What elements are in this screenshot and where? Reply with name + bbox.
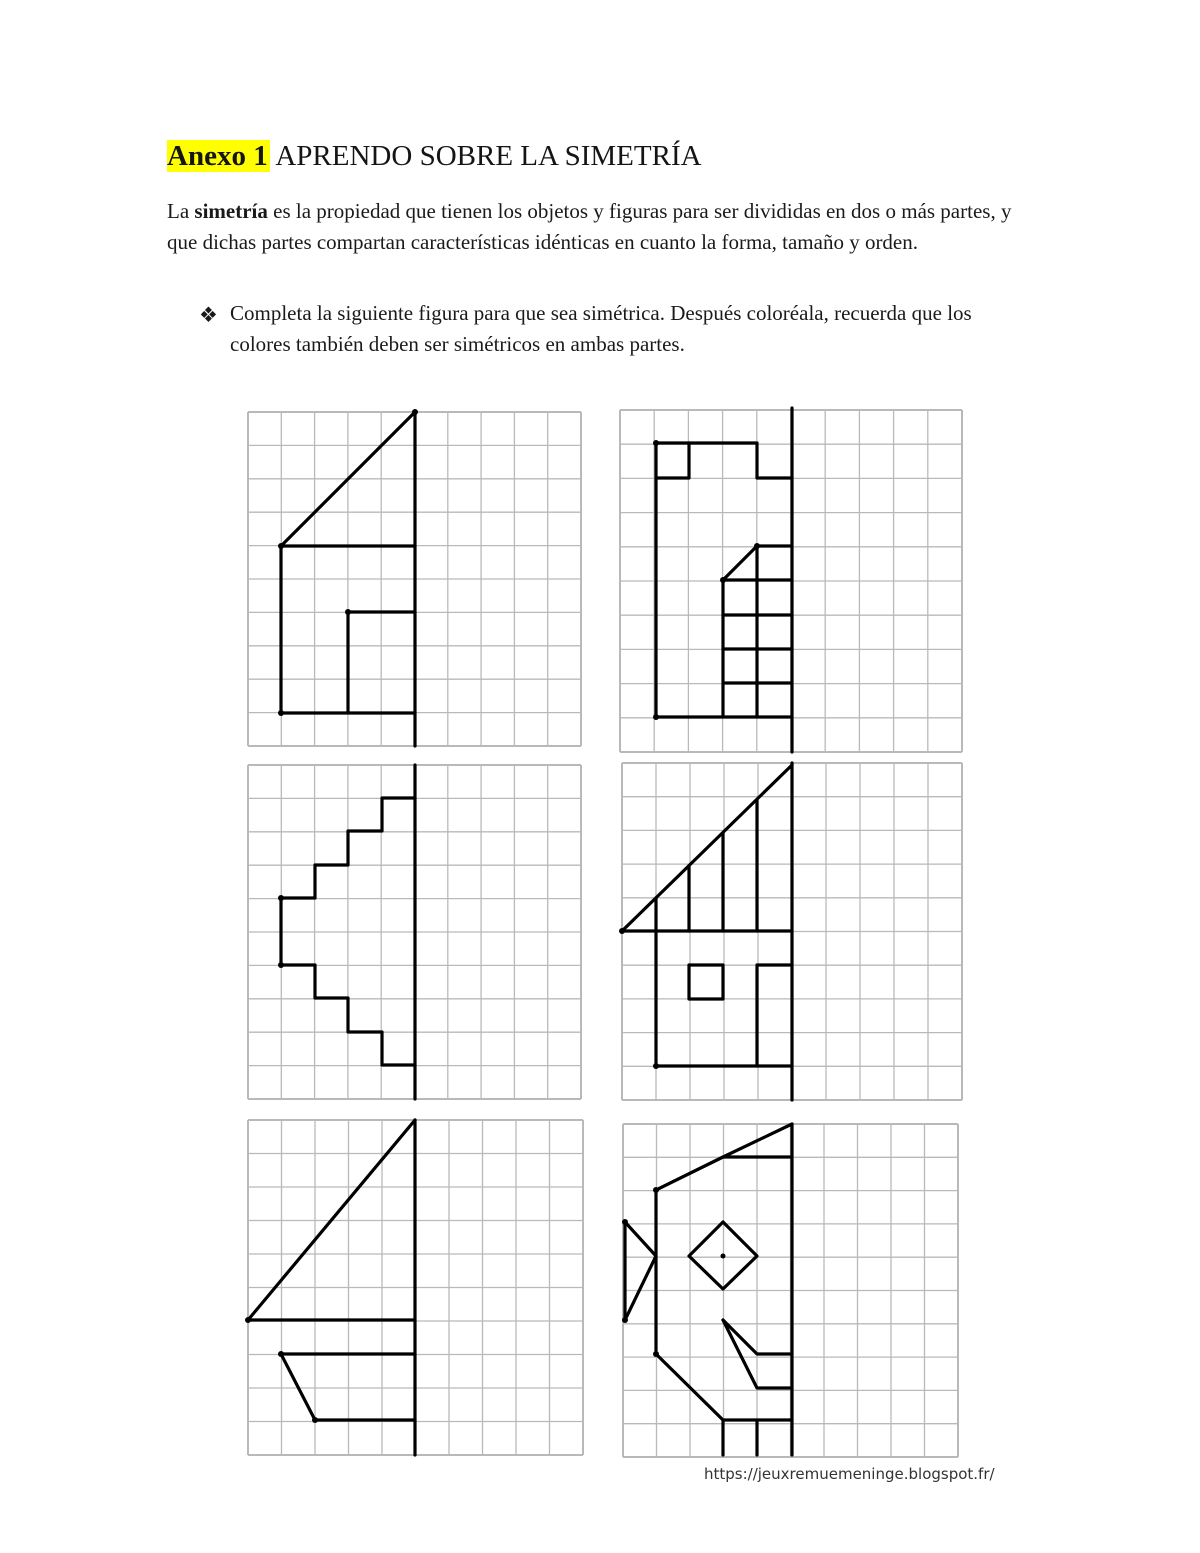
fish-eye-dot: [721, 1254, 726, 1259]
vertex-dot: [653, 1351, 659, 1357]
title-text: APRENDO SOBRE LA SIMETRÍA: [275, 140, 702, 172]
vertex-dot: [619, 928, 625, 934]
vertex-dot: [653, 714, 659, 720]
vertex-dot: [653, 1187, 659, 1193]
vertex-dot: [653, 440, 659, 446]
figure-fish: [625, 1124, 792, 1455]
vertex-dot: [754, 543, 760, 549]
vertex-dot: [412, 409, 418, 415]
grids: [248, 410, 962, 1457]
vertex-dot: [653, 1063, 659, 1069]
vertex-dot: [622, 1219, 628, 1225]
annex-label: Anexo 1: [167, 140, 268, 172]
vertex-dot: [720, 577, 726, 583]
fish-tail: [625, 1222, 656, 1320]
vertex-dot: [622, 1317, 628, 1323]
house-door: [757, 965, 792, 1066]
vertex-dots: [245, 409, 760, 1423]
house-window: [689, 965, 723, 999]
vertex-dot: [245, 1317, 251, 1323]
vertex-dot: [278, 1351, 284, 1357]
intro-prefix: La: [167, 199, 190, 223]
tower-battlement: [656, 443, 792, 478]
intro-text: es la propiedad que tienen los objetos y figuras para ser divididas en dos o más partes, y que dichas partes compartan características idénticas en cuanto la forma, tamaño y orden.: [167, 199, 1012, 254]
vertex-dot: [312, 1417, 318, 1423]
diamond-bullet-icon: ❖: [199, 303, 218, 327]
vertex-dot: [278, 895, 284, 901]
intro-term: simetría: [194, 199, 268, 223]
source-url: https://jeuxremuemeninge.blogspot.fr/: [704, 1465, 995, 1483]
vertex-dot: [278, 543, 284, 549]
figure-striped-roof-house: [622, 763, 792, 1100]
roof-outline: [622, 765, 792, 931]
instruction-text: Completa la siguiente figura para que sea simétrica. Después coloréala, recuerda que los colores también deben ser simétricos en ambas partes.: [230, 301, 972, 356]
vertex-dot: [278, 710, 284, 716]
vertex-dot: [278, 962, 284, 968]
vertex-dot: [345, 609, 351, 615]
